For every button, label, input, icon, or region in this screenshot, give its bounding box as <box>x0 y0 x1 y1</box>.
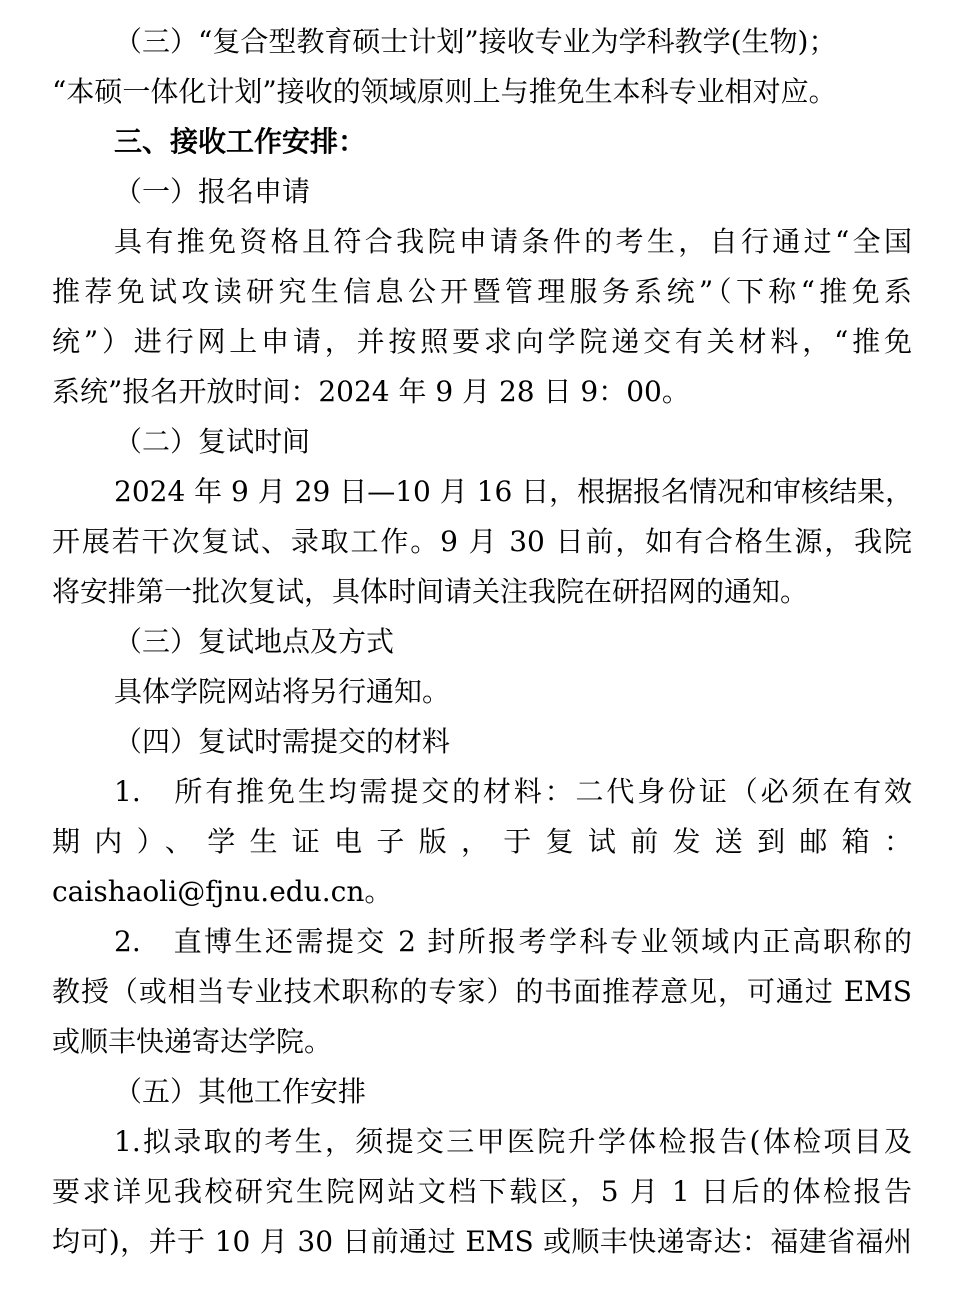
subheading-registration: （一）报名申请 <box>114 175 311 208</box>
text-line: 教授（或相当专业技术职称的专家）的书面推荐意见，可通过 EMS <box>52 975 912 1008</box>
text-line: 开展若干次复试、录取工作。9 月 30 日前，如有合格生源，我院 <box>52 525 912 558</box>
text-line: 均可)，并于 10 月 30 日前通过 EMS 或顺丰快递寄达：福建省福州 <box>52 1225 912 1258</box>
list-item-1: 1. 所有推免生均需提交的材料：二代身份证（必须在有效 <box>114 775 912 808</box>
text-line: 要求详见我校研究生院网站文档下载区，5 月 1 日后的体检报告 <box>52 1175 912 1208</box>
clause-3-program-majors: （三）“复合型教育硕士计划”接收专业为学科教学(生物)； <box>114 25 837 58</box>
text-line: 或顺丰快递寄达学院。 <box>52 1025 333 1058</box>
subheading-retest-materials: （四）复试时需提交的材料 <box>114 725 451 758</box>
section-heading-arrangements: 三、接收工作安排： <box>114 125 367 158</box>
subheading-other-arrangements: （五）其他工作安排 <box>114 1075 367 1108</box>
text-line: 统”）进行网上申请，并按照要求向学院递交有关材料，“推免 <box>52 325 912 358</box>
subheading-retest-time: （二）复试时间 <box>114 425 311 458</box>
text-line: 2024 年 9 月 29 日—10 月 16 日，根据报名情况和审核结果， <box>114 475 914 508</box>
list-item-2: 2. 直博生还需提交 2 封所报考学科专业领域内正高职称的 <box>114 925 912 958</box>
text-line: 系统”报名开放时间：2024 年 9 月 28 日 9：00。 <box>52 375 690 408</box>
list-item-1: 1.拟录取的考生，须提交三甲医院升学体检报告(体检项目及 <box>114 1125 912 1158</box>
text-line: 推荐免试攻读研究生信息公开暨管理服务系统”（下称“推免系 <box>52 275 912 308</box>
text-line: 具有推免资格且符合我院申请条件的考生，自行通过“全国 <box>114 225 912 258</box>
subheading-retest-location: （三）复试地点及方式 <box>114 625 395 658</box>
text-line: “本硕一体化计划”接收的领域原则上与推免生本科专业相对应。 <box>52 75 837 108</box>
text-line: 将安排第一批次复试，具体时间请关注我院在研招网的通知。 <box>52 575 809 608</box>
text-line: 具体学院网站将另行通知。 <box>114 675 451 708</box>
text-line: 期内）、学生证电子版，于复试前发送到邮箱： <box>52 825 912 858</box>
email-address: caishaoli@fjnu.edu.cn。 <box>52 875 393 908</box>
